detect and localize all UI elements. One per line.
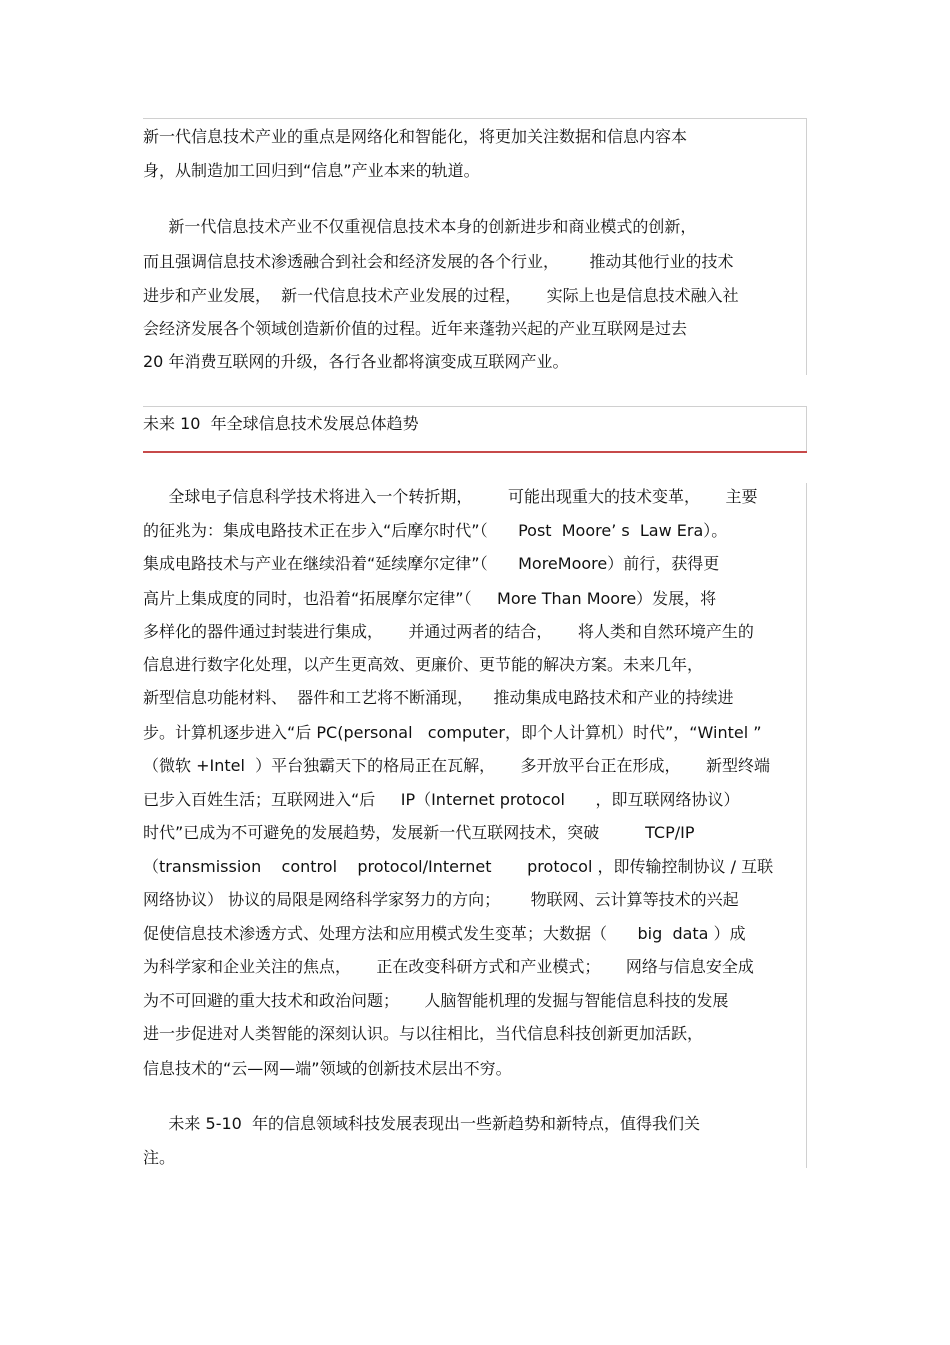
text-line: 20 年消费互联网的升级，各行各业都将演变成互联网产业。: [143, 352, 569, 371]
text-line: 身，从制造加工回归到“信息”产业本来的轨道。: [143, 161, 480, 180]
text-line: 新一代信息技术产业不仅重视信息技术本身的创新进步和商业模式的创新，: [143, 217, 697, 236]
text-line: 信息进行数字化处理，以产生更高效、更廉价、更节能的解决方案。未来几年，: [143, 655, 704, 674]
frame-line: [806, 483, 807, 1168]
text-line: 会经济发展各个领域创造新价值的过程。近年来蓬勃兴起的产业互联网是过去: [143, 319, 688, 338]
text-line: 进步和产业发展， 新一代信息技术产业发展的过程， 实际上也是信息技术融入社: [143, 286, 739, 305]
text-line: 新一代信息技术产业的重点是网络化和智能化，将更加关注数据和信息内容本: [143, 127, 688, 146]
text-line: 网络协议） 协议的局限是网络科学家努力的方向； 物联网、云计算等技术的兴起: [143, 890, 739, 909]
text-line: 高片上集成度的同时，也沿着“拓展摩尔定律”（ More Than Moore）发展，将: [143, 589, 717, 608]
text-line: 信息技术的“云—网—端”领域的创新技术层出不穷。: [143, 1059, 512, 1078]
heading-underline: [143, 451, 807, 453]
text-line: 时代”已成为不可避免的发展趋势，发展新一代互联网技术，突破 TCP/IP: [143, 823, 695, 842]
text-line: 进一步促进对人类智能的深刻认识。与以往相比，当代信息科技创新更加活跃，: [143, 1024, 704, 1043]
text-line: 促使信息技术渗透方式、处理方法和应用模式发生变革；大数据（ big data ）成: [143, 924, 746, 943]
text-line: 的征兆为：集成电路技术正在步入“后摩尔时代”（ Post Moore’ s Law Era）。: [143, 521, 728, 540]
text-line: 全球电子信息科学技术将进入一个转折期， 可能出现重大的技术变革， 主要: [143, 487, 758, 506]
text-line: 而且强调信息技术渗透融合到社会和经济发展的各个行业， 推动其他行业的技术: [143, 252, 734, 271]
frame-line: [143, 118, 807, 119]
section-heading: 未来 10 年全球信息技术发展总体趋势: [143, 414, 419, 433]
text-line: 为科学家和企业关注的焦点， 正在改变科研方式和产业模式； 网络与信息安全成: [143, 957, 754, 976]
text-line: 为不可回避的重大技术和政治问题； 人脑智能机理的发掘与智能信息科技的发展: [143, 991, 729, 1010]
frame-line: [143, 406, 807, 407]
text-line: 步。计算机逐步进入“后 PC(personal computer，即个人计算机）时代”，“Wintel ”: [143, 723, 762, 742]
text-line: （transmission control protocol/Internet protocol ，即传输控制协议 / 互联: [143, 857, 774, 876]
text-line: 已步入百姓生活；互联网进入“后 IP（Internet protocol ，即互联网络协议）: [143, 790, 740, 809]
text-line: 多样化的器件通过封装进行集成， 并通过两者的结合， 将人类和自然环境产生的: [143, 622, 754, 641]
frame-line: [806, 406, 807, 453]
text-line: 新型信息功能材料、 器件和工艺将不断涌现， 推动集成电路技术和产业的持续进: [143, 688, 734, 707]
frame-line: [806, 118, 807, 375]
text-line: 集成电路技术与产业在继续沿着“延续摩尔定律”（ MoreMoore）前行，获得更: [143, 554, 720, 573]
text-line: 未来 5-10 年的信息领域科技发展表现出一些新趋势和新特点，值得我们关: [143, 1114, 701, 1133]
text-line: 注。: [143, 1148, 176, 1167]
text-line: （微软 +Intel ）平台独霸天下的格局正在瓦解， 多开放平台正在形成， 新型终端: [143, 756, 770, 775]
